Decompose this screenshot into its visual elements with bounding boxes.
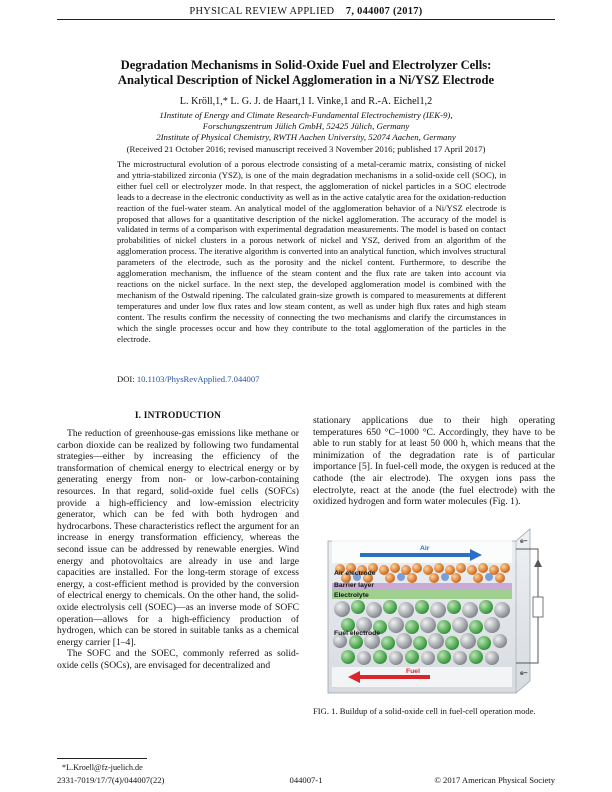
volume-id: 7, 044007 (2017) [345,6,423,17]
doi-link[interactable]: 10.1103/PhysRevApplied.7.044007 [136,374,260,384]
received-dates: (Received 21 October 2016; revised manuscript received 3 November 2016; published 17 April 2017) [126,144,486,154]
header-rule [57,19,555,20]
label-air: Air [420,545,430,552]
section-heading: I. INTRODUCTION [134,411,222,421]
right-column [313,415,555,508]
doi-line [117,374,259,384]
footer-issn: 2331-7019/17/7(4)/044007(22) [57,775,165,785]
corresponding-author-footnote: *L.Kroell@fz-juelich.de [62,763,143,772]
label-fuel: Fuel [406,668,420,675]
title-line-1: Degradation Mechanisms in Solid-Oxide Fuel and Electrolyzer Cells: [120,58,492,72]
load-symbol [533,597,543,617]
figure-1 [320,513,548,701]
intro-paragraph-3: stationary applications due to their high operating temperatures 650 °C–1000 °C. Accordingly, they have to be able to run stably for at least 50 000 h, which means that the minimization of the degradation rate is of particular importance [5]. In fuel-cell mode, the oxygen is reduced at the cathode (the air electrode). The oxygen ions pass the electrolyte, react at the anode (the fuel electrode) with the oxidized hydrogen and form water molecules (Fig. 1). [313,415,555,508]
paper-title [60,58,552,88]
cell-illustration [320,513,548,701]
footer-copyright: © 2017 American Physical Society [434,775,555,785]
affiliation-2: 2Institute of Physical Chemistry, RWTH Aachen University, 52074 Aachen, Germany [156,132,456,142]
affiliation-1: 1Institute of Energy and Climate Research-Fundamental Electrochemistry (IEK-9), [159,110,453,120]
abstract-text: The microstructural evolution of a porous electrode consisting of a metal-ceramic matrix, consisting of nickel and yttria-stabilized zirconia (YSZ), is one of the main degradation mechanisms in a solid-oxide cell (SOC), in either fuel cell or electrolyzer mode. In that respect, the agglomeration of nickel particles in a SOC electrode leads to a decrease in the electronic conductivity as well as in the active catalytic area for the oxidation-reduction reaction of the fuel-water steam. An analytical model of the agglomeration behavior of a Ni/YSZ electrode is proposed that allows for a quantitative description of the nickel agglomeration. The accuracy of the model is validated in terms of a comparison with experimental degradation measurements. The model is based on contact probabilities of nickel clusters in a porous network of nickel and YSZ, derived from an algorithm of the agglomeration process. The iterative algorithm is converted into an analytical function, which involves structural parameters of the electrode, such as the porosity and the nickel content. Furthermore, to describe the agglomeration mechanism, the influence of the steam content and the flux rate are taken into account via reactions on the nickel surface. In the next step, the developed agglomeration model is combined with the mechanism of the Ostwald ripening. The calculated grain-size growth is compared to measurements at different temperatures and under low flux rates and low steam content, as well as under high flux rates and high steam content. The results confirm the necessity of connecting the two mechanisms and clarify the circumstances in which the single processes occur and how they contribute to the total agglomeration of the particles in the electrode. [117,159,506,344]
left-column [57,428,299,671]
footer-page-number: 044007-1 [289,775,323,785]
author-list: L. Kröll,1,* L. G. J. de Haart,1 I. Vinke,1 and R.-A. Eichel1,2 [179,96,433,107]
doi-label: DOI: [117,374,135,384]
label-electrolyte: Electrolyte [334,592,369,599]
figure-caption: FIG. 1. Buildup of a solid-oxide cell in fuel-cell operation mode. [313,706,536,716]
affiliation-1b: Forschungszentrum Jülich GmbH, 52425 Jülich, Germany [202,121,410,131]
label-air-electrode: Air electrode [334,570,376,577]
footnote-rule [57,758,147,759]
running-header [0,6,612,17]
intro-paragraph-2: The SOFC and the SOEC, commonly referred as solid-oxide cells (SOCs), are envisaged for decentralized and [57,648,299,671]
intro-paragraph-1: The reduction of greenhouse-gas emissions like methane or carbon dioxide can be realized by following two fundamental strategies—either by increasing the efficiency of the transformation of chemical energy to electrical energy or by generating energy from non- or low-carbon-containing resources. In that regard, solid-oxide fuel cells (SOFCs) provide a high-efficiency and low-emission electricity generator, which can be fed with both hydrogen and hydrocarbons. These characteristics reflect the argument for an increase in energy transformation efficiency, whereas the second issue can be addressed by renewable energies. Wind energy and photovoltaics are already in use and large capacities are installed. For the long-term storage of excess energy, a cost-efficient method is provided by the conversion of electrical energy to chemicals. On the other hand, the solid-oxide electrolysis cell (SOEC)—as an inverse mode of SOFC operation—allows for a high-efficiency production of hydrogen, which can be stored in suitable tanks as a chemical energy carrier [1–4]. [57,428,299,648]
journal-name: PHYSICAL REVIEW APPLIED [189,6,335,17]
label-electron-bottom: e− [520,670,528,677]
label-electron-top: e− [520,538,528,545]
title-line-2: Analytical Description of Nickel Agglomeration in a Ni/YSZ Electrode [117,73,495,87]
label-barrier-layer: Barrier layer [334,582,375,589]
abstract [117,159,506,344]
label-fuel-electrode: Fuel electrode [334,630,381,637]
